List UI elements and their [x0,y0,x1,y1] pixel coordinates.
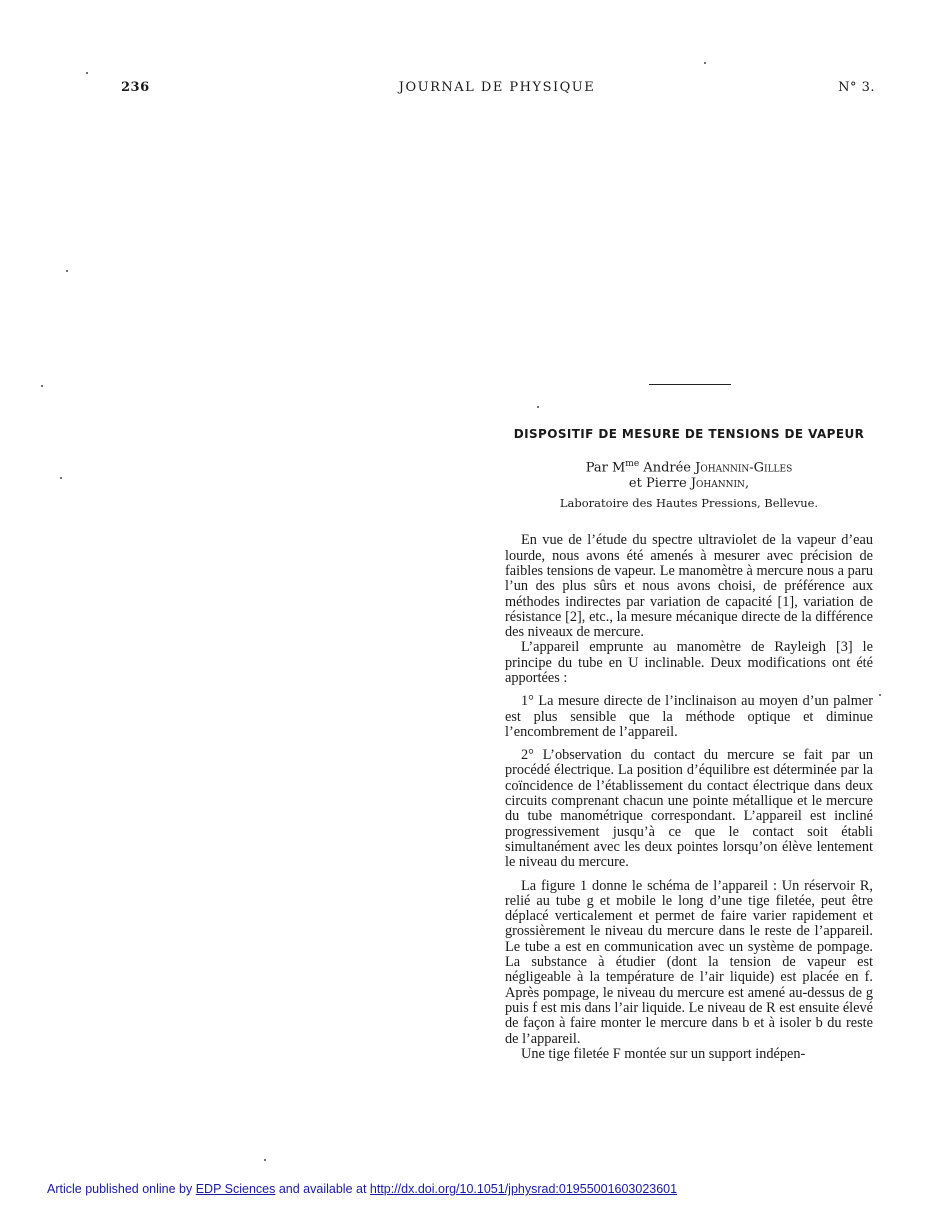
publication-footer: Article published online by EDP Sciences and available at http://dx.doi.org/10.1051/jphysrad:01955001603023601 [47,1182,678,1196]
scan-speck [86,72,88,74]
scan-speck [66,270,68,272]
body-paragraph-5: La figure 1 donne le schéma de l’appareil : Un réservoir R, relié au tube g et mobile le long d’une tige filetée, peut être déplacé verticalement et permet de faire varier rapidement et grossièrement le niveau du mercure dans le reste de l’appareil. Le tube a est en communication avec un système de pompage. La substance à étudier (dont la tension de vapeur est négligeable à la température de l’air liquide) est placée en f. Après pompage, le niveau du mercure est amené au-dessus de g puis f est mis dans l’air liquide. Le niveau de R est ensuite élevé de façon à faire monter le mercure dans b et à isoler b du reste de l’appareil. [505,877,873,1047]
scan-speck [264,1159,266,1161]
page-number: 236 [121,80,150,95]
journal-title: JOURNAL DE PHYSIQUE [398,80,596,95]
scan-speck [41,385,43,387]
scan-speck [879,694,881,696]
author-name-1: Johannin-Gilles [695,460,793,476]
article-column [505,426,873,1062]
body-paragraph-6: Une tige filetée F montée sur un support indépen- [521,1045,806,1062]
author-name-2: Johannin [690,476,745,492]
body-paragraph-3: 1° La mesure directe de l’inclinaison au moyen d’un palmer est plus sensible que la méthode optique et diminue l’encombrement de l’appareil. [505,693,873,740]
author-line-1: Par $M^{me}$ Andrée Johannin-Gilles [585,459,793,476]
body-paragraph-2: L’appareil emprunte au manomètre de Rayleigh [3] le principe du tube en U inclinable. Deux modifications ont été apportées : [505,639,873,686]
doi-link[interactable]: http://dx.doi.org/10.1051/jphysrad:01955001603023601 [369,1182,678,1196]
running-head [0,80,930,98]
body-paragraph-4: 2° L’observation du contact du mercure se fait par un procédé électrique. La position d’équilibre est déterminée par la coïncidence de l’établissement du contact électrique dans deux circuits comprenant chacun une pointe métallique et le mercure du tube manométrique correspondant. L’appareil est incliné progressivement jusqu’à ce que le contact soit établi simultanément avec les deux pointes lorsqu’on élève lentement le niveau du mercure. [505,747,873,871]
scan-speck [704,62,706,64]
author-line-2: et Pierre Johannin, [628,476,750,492]
publisher-link[interactable]: EDP Sciences [195,1182,276,1196]
section-rule [649,384,731,385]
article-title: DISPOSITIF DE MESURE DE TENSIONS DE VAPEUR [513,427,865,441]
issue-number: N° 3. [838,80,875,95]
affiliation: Laboratoire des Hautes Pressions, Bellevue. [559,496,819,511]
body-paragraph-1: En vue de l’étude du spectre ultraviolet de la vapeur d’eau lourde, nous avons été amenés à mesurer avec précision de faibles tensions de vapeur. Le manomètre à mercure nous a paru l’un des plus sûrs et nous avons choisi, de préférence aux méthodes indirectes par variation de capacité [1], variation de résistance [2], etc., la mesure mécanique directe de la différence des niveaux de mercure. [505,532,873,641]
scan-speck [60,477,62,479]
scan-speck [537,406,539,408]
